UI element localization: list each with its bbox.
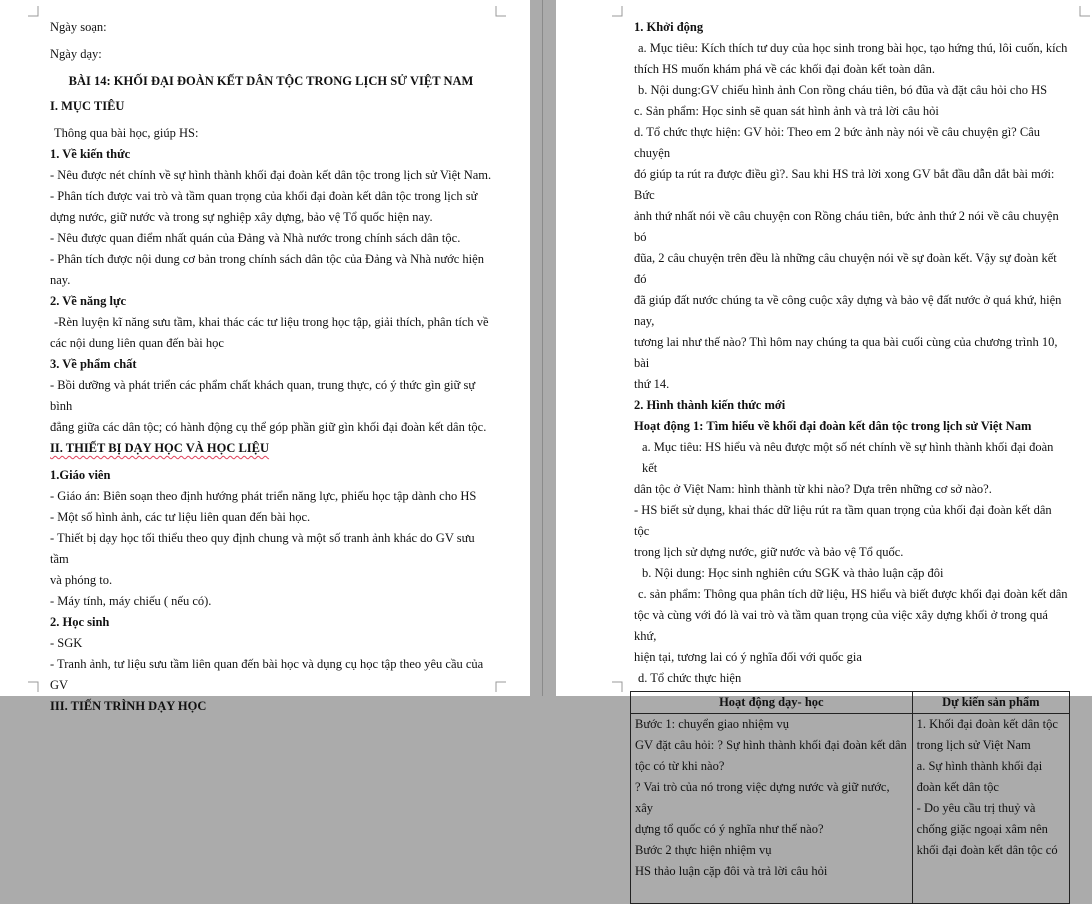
cell-line: HS thảo luận cặp đôi và trả lời câu hỏi bbox=[635, 864, 828, 878]
ability-line: các nội dung liên quan đến bài học bbox=[50, 336, 224, 350]
section-objectives: I. MỤC TIÊU bbox=[50, 99, 125, 113]
cell-blank-line bbox=[635, 882, 908, 903]
start-line: đã giúp đất nước chúng ta về công cuộc xây dựng và bảo vệ đất nước ở quá khứ, hiện nay, bbox=[634, 293, 1062, 328]
start-line: đũa, 2 câu chuyện trên đều là những câu chuyện nói về sự đoàn kết. Vậy sự đoàn kết đó bbox=[634, 251, 1057, 286]
teacher-line: - Một số hình ảnh, các tư liệu liên quan đến bài học. bbox=[50, 510, 311, 524]
table-cell-product[interactable] bbox=[912, 714, 1069, 904]
date-taught: Ngày dạy: bbox=[50, 47, 102, 61]
cell-line: đoàn kết dân tộc bbox=[916, 780, 999, 794]
table-header-activity: Hoạt động dạy- học bbox=[631, 692, 913, 714]
document-page-right bbox=[556, 0, 1092, 878]
knowledge-line: - Nêu được quan điểm nhất quán của Đảng và Nhà nước trong chính sách dân tộc. bbox=[50, 231, 461, 245]
crop-mark-top-left bbox=[28, 6, 38, 16]
cell-line: Bước 2 thực hiện nhiệm vụ bbox=[635, 843, 772, 857]
knowledge-line: - Nêu được nét chính về sự hình thành khối đại đoàn kết dân tộc trong lịch sử Việt Nam. bbox=[50, 168, 492, 182]
lesson-title: BÀI 14: KHỐI ĐẠI ĐOÀN KẾT DÂN TỘC TRONG LỊCH SỬ VIỆT NAM bbox=[68, 74, 474, 88]
heading-start: 1. Khởi động bbox=[634, 20, 704, 34]
heading-student: 2. Học sinh bbox=[50, 615, 110, 629]
start-line: b. Nội dung:GV chiếu hình ảnh Con rồng cháu tiên, bó đũa và đặt câu hỏi cho HS bbox=[638, 83, 1048, 97]
date-prepared: Ngày soạn: bbox=[50, 20, 107, 34]
crop-mark-bottom-right bbox=[496, 682, 506, 692]
quality-line: - Bồi dưỡng và phát triển các phẩm chất khách quan, trung thực, có ý thức gìn giữ sự bình bbox=[50, 378, 476, 413]
section-equipment bbox=[50, 438, 492, 459]
table-header-row bbox=[631, 692, 1070, 714]
knowledge-line: - Phân tích được vai trò và tầm quan trọng của khối đại đoàn kết dân tộc trong lịch sử bbox=[50, 189, 478, 203]
quality-line: đẳng giữa các dân tộc; có hành động cụ thể góp phần giữ gìn khối đại đoàn kết dân tộc. bbox=[50, 420, 487, 434]
start-line: a. Mục tiêu: Kích thích tư duy của học sinh trong bài học, tạo hứng thú, lôi cuốn, kích bbox=[638, 41, 1068, 55]
heading-quality: 3. Về phẩm chất bbox=[50, 357, 137, 371]
activity-table[interactable] bbox=[630, 691, 1070, 904]
crop-mark-top-right bbox=[496, 6, 506, 16]
intro-text: Thông qua bài học, giúp HS: bbox=[54, 126, 199, 140]
cell-line: trong lịch sử Việt Nam bbox=[916, 738, 1031, 752]
table-header-product: Dự kiến sản phẩm bbox=[912, 692, 1069, 714]
teacher-line: - Giáo án: Biên soạn theo định hướng phát triển năng lực, phiếu học tập dành cho HS bbox=[50, 489, 477, 503]
cell-line: GV đặt câu hỏi: ? Sự hình thành khối đại đoàn kết dân bbox=[635, 738, 907, 752]
activity-line: d. Tổ chức thực hiện bbox=[638, 671, 742, 685]
heading-ability: 2. Về năng lực bbox=[50, 294, 127, 308]
teacher-line: - Máy tính, máy chiếu ( nếu có). bbox=[50, 594, 212, 608]
cell-line: chống giặc ngoại xâm nên bbox=[916, 822, 1048, 836]
cell-line: 1. Khối đại đoàn kết dân tộc bbox=[916, 717, 1058, 731]
activity-line: - HS biết sử dụng, khai thác dữ liệu rút ra tầm quan trọng của khối đại đoàn kết dân tộc bbox=[634, 503, 1052, 538]
cell-line: khối đại đoàn kết dân tộc có bbox=[916, 843, 1058, 857]
right-page-text[interactable] bbox=[634, 17, 1068, 904]
cell-line: dựng tổ quốc có ý nghĩa như thế nào? bbox=[635, 822, 824, 836]
document-gutter bbox=[530, 0, 556, 696]
cell-line: Bước 1: chuyển giao nhiệm vụ bbox=[635, 717, 789, 731]
start-line: tương lai như thế nào? Thì hôm nay chúng ta qua bài cuối cùng của chương trình 10, bài bbox=[634, 335, 1058, 370]
activity-line: hiện tại, tương lai có ý nghĩa đối với quốc gia bbox=[634, 650, 862, 664]
cell-line: a. Sự hình thành khối đại bbox=[916, 759, 1043, 773]
student-line: GV bbox=[50, 678, 69, 692]
cell-line: tộc có từ khi nào? bbox=[635, 759, 725, 773]
start-line: thích HS muốn khám phá về các khối đại đoàn kết toàn dân. bbox=[634, 62, 935, 76]
activity-line: c. sản phẩm: Thông qua phân tích dữ liệu, HS hiểu và biết được khối đại đoàn kết dân bbox=[638, 587, 1068, 601]
crop-mark-top-right bbox=[1080, 6, 1090, 16]
crop-mark-top-left bbox=[612, 6, 622, 16]
left-page-text[interactable] bbox=[50, 17, 492, 717]
student-line: - Tranh ảnh, tư liệu sưu tầm liên quan đến bài học và dụng cụ học tập theo yêu cầu của bbox=[50, 657, 484, 671]
teacher-line: - Thiết bị dạy học tối thiểu theo quy định chung và một số tranh ảnh khác do GV sưu tầm bbox=[50, 531, 475, 566]
activity-line: a. Mục tiêu: HS hiểu và nêu được một số nét chính về sự hình thành khối đại đoàn kết bbox=[642, 440, 1054, 475]
section-equipment-text: II. THIẾT BỊ DẠY HỌC VÀ HỌC LIỆU bbox=[50, 441, 270, 455]
start-line: ảnh thứ nhất nói về câu chuyện con Rồng cháu tiên, bức ảnh thứ 2 nói về câu chuyện bó bbox=[634, 209, 1059, 244]
heading-form-knowledge: 2. Hình thành kiến thức mới bbox=[634, 398, 786, 412]
activity-line: tộc và cùng với đó là vai trò và tầm quan trọng của việc xây dựng khối ở trong quá khứ, bbox=[634, 608, 1048, 643]
start-line: d. Tổ chức thực hiện: GV hỏi: Theo em 2 bức ảnh này nói về câu chuyện gì? Câu chuyện bbox=[634, 125, 1040, 160]
teacher-line: và phóng to. bbox=[50, 573, 113, 587]
activity-line: b. Nội dung: Học sinh nghiên cứu SGK và thảo luận cặp đôi bbox=[642, 566, 944, 580]
start-line: thứ 14. bbox=[634, 377, 670, 391]
knowledge-line: nay. bbox=[50, 273, 71, 287]
crop-mark-bottom-left bbox=[612, 682, 622, 692]
heading-knowledge: 1. Về kiến thức bbox=[50, 147, 131, 161]
table-row bbox=[631, 714, 1070, 904]
student-line: - SGK bbox=[50, 636, 83, 650]
cell-line: - Do yêu cầu trị thuỷ và bbox=[916, 801, 1036, 815]
crop-mark-bottom-left bbox=[28, 682, 38, 692]
activity-line: trong lịch sử dựng nước, giữ nước và bảo vệ Tổ quốc. bbox=[634, 545, 904, 559]
start-line: đó giúp ta rút ra được điều gì?. Sau khi HS trả lời xong GV bắt đầu dẫn dắt bài mới: Bức bbox=[634, 167, 1055, 202]
knowledge-line: dựng nước, giữ nước và trong sự nghiệp xây dựng, bảo vệ Tổ quốc hiện nay. bbox=[50, 210, 433, 224]
section-process: III. TIẾN TRÌNH DẠY HỌC bbox=[50, 699, 207, 713]
table-cell-activity[interactable] bbox=[631, 714, 913, 904]
cell-line: ? Vai trò của nó trong việc dựng nước và giữ nước, xây bbox=[635, 780, 890, 815]
heading-activity-1: Hoạt động 1: Tìm hiểu về khối đại đoàn kết dân tộc trong lịch sử Việt Nam bbox=[634, 419, 1032, 433]
activity-line: dân tộc ở Việt Nam: hình thành từ khi nào? Dựa trên những cơ sở nào?. bbox=[634, 482, 992, 496]
gutter-divider bbox=[542, 0, 543, 696]
heading-teacher: 1.Giáo viên bbox=[50, 468, 111, 482]
document-page-left bbox=[0, 0, 530, 713]
ability-line: -Rèn luyện kĩ năng sưu tầm, khai thác các tư liệu trong học tập, giải thích, phân tích về bbox=[54, 315, 489, 329]
start-line: c. Sản phẩm: Học sinh sẽ quan sát hình ảnh và trả lời câu hỏi bbox=[634, 104, 939, 118]
knowledge-line: - Phân tích được nội dung cơ bản trong chính sách dân tộc của Đảng và Nhà nước hiện bbox=[50, 252, 484, 266]
